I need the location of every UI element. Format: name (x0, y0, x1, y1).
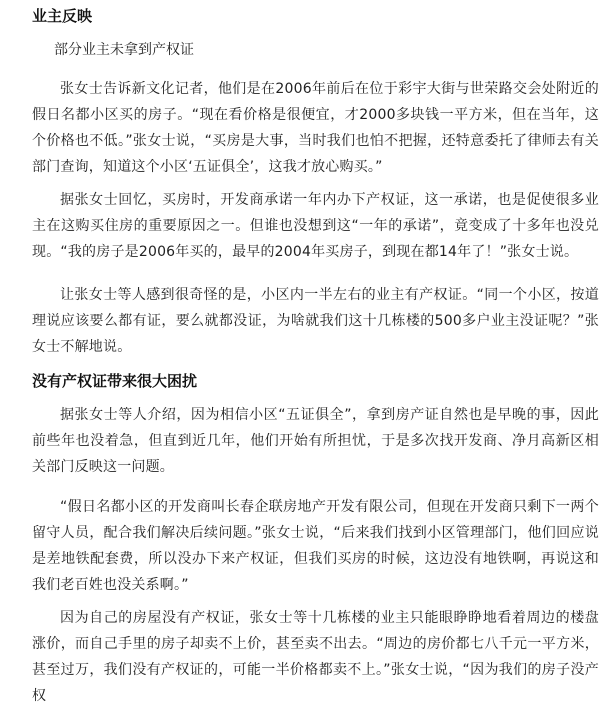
paragraph: 张女士告诉新文化记者，他们是在2006年前后在位于彩宇大街与世荣路交会处附近的假日名都小区买的房子。“现在看价格是很便宜，才2000多块钱一平方米，但在当年，这个价格也不低。”张女士说，“买房是大事，当时我们也怕不把握，还特意委托了律师去有关部门查询，知道这个小区‘五证俱全’，这我才放心购买。” (32, 81, 599, 175)
section-subheading: 部分业主未拿到产权证 (54, 42, 194, 58)
paragraph: “假日名都小区的开发商叫长春企联房地产开发有限公司，但现在开发商只剩下一两个留守人员，配合我们解决后续问题。”张女士说，“后来我们找到小区管理部门，他们回应说是差地铁配套费，所以没办下来产权证，但我们买房的时候，这边没有地铁啊，再说这和我们老百姓也没关系啊。” (32, 499, 599, 593)
paragraph: 因为自己的房屋没有产权证，张女士等十几栋楼的业主只能眼睁睁地看着周边的楼盘涨价，而自己手里的房子却卖不上价，甚至卖不出去。“周边的房价都七八千元一平方米，甚至过万，我们没有产权证的，可能一半价格都卖不上。”张女士说，“因为我们的房子没产权 (32, 610, 599, 704)
paragraph: 据张女士等人介绍，因为相信小区“五证俱全”，拿到房产证自然也是早晚的事，因此前些年也没着急，但直到近几年，他们开始有所担忧，于是多次找开发商、净月高新区相关部门反映这一问题。 (32, 407, 599, 475)
paragraph: 让张女士等人感到很奇怪的是，小区内一半左右的业主有产权证。“同一个小区，按道理说应该要么都有证，要么就都没证，为啥就我们这十几栋楼的500多户业主没证呢？”张女士不解地说。 (32, 287, 599, 355)
section-heading-owner-feedback: 业主反映 (32, 7, 93, 25)
section-heading-no-property-certificate: 没有产权证带来很大困扰 (32, 372, 198, 390)
paragraph: 据张女士回忆，买房时，开发商承诺一年内办下产权证，这一承诺，也是促使很多业主在这购买住房的重要原因之一。但谁也没想到这“一年的承诺”，竟变成了十多年也没兑现。“我的房子是2006年买的，最早的2004年买房子，到现在都14年了！”张女士说。 (32, 192, 599, 260)
